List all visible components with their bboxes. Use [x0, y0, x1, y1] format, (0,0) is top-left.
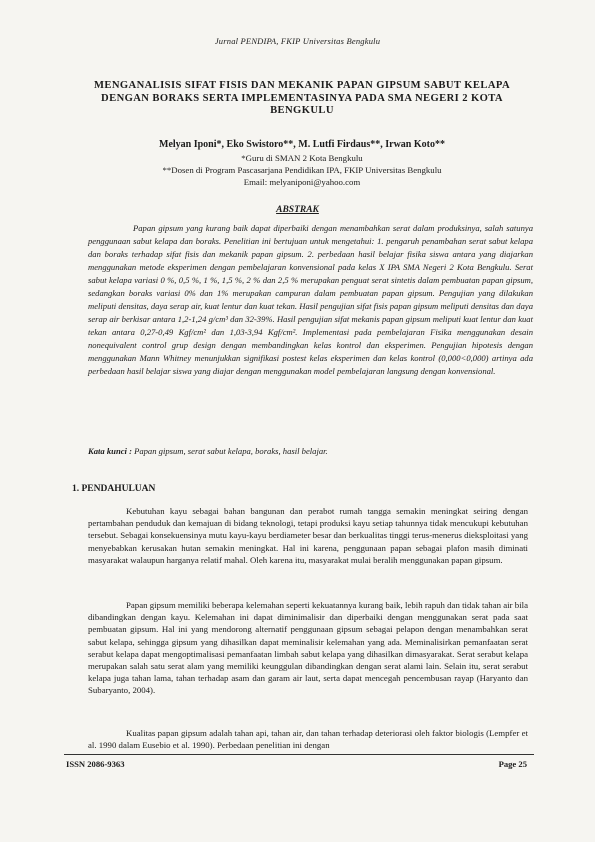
- abstract-text: Papan gipsum yang kurang baik dapat diperbaiki dengan menambahkan serat dalam produksinya, salah satunya penggunaan sabut kelapa dan boraks. Penelitian ini bertujuan untuk mengetahui: 1. pengaruh penambahan serat sabut kelapa dan boraks terhadap sifat fisis dan mekanik papan gipsum. 2. perbedaan hasil belajar fisika siswa antara yang diajarkan menggunakan metode eksperimen dengan pembelajaran konvensional pada kelas X IPA SMA Negeri 2 Kota Bengkulu. Serat sabut kelapa variasi 0 %, 0,5 %, 1 %, 1,5 %, 2 % dan 2,5 % merupakan penguat serat sintetis dalam pembuatan papan gipsum, sedangkan boraks variasi 0% dan 1% merupakan campuran dalam pembuatan papan gipsum. Pengujian yang dilakukan meliputi densitas, daya serap air, kuat lentur dan kuat tekan. Hasil pengujian sifat fisis papan gipsum meliputi densitas dan daya serap air berkisar antara 1,2-1,24 g/cm³ dan 32-39%. Hasil pengujian sifat mekanis papan gipsum meliputi kuat lentur dan kuat tekan antara 0,27-0,49 Kgf/cm² dan 1,03-3,94 Kgf/cm². Implementasi pada pembelajaran Fisika menggunakan desain nonequivalent control grup design dengan membandingkan kelas kontrol dan eksperimen. Pengujian hipotesis dengan menggunakan Mann Whitney menunjukkan signifikasi postest kelas eksperimen dan kelas kontrol (0,000<0,000) artinya ada perbedaan hasil belajar siswa yang diajar dengan menggunakan model pembelajaran langsung dengan konvensional.: [88, 223, 533, 376]
- abstract-heading: ABSTRAK: [276, 205, 319, 215]
- keywords-text: Papan gipsum, serat sabut kelapa, boraks, hasil belajar.: [131, 446, 328, 456]
- affiliation-lecturer: **Dosen di Program Pascasarjana Pendidikan IPA, FKIP Universitas Bengkulu: [162, 165, 442, 175]
- body-paragraph: Kualitas papan gipsum adalah tahan api, tahan air, dan tahan terhadap deteriorasi oleh faktor biologis (Lempfer et al. 1990 dalam Eusebio et al. 1990). Perbedaan penelitian ini dengan: [88, 728, 528, 751]
- body-paragraph: Kebutuhan kayu sebagai bahan bangunan dan perabot rumah tangga semakin meningkat seiring dengan pertambahan penduduk dan kemajuan di bidang teknologi, tetapi produksi kayu setiap tahunnya tidak mencukupi kebutuhan tersebut. Sebagai konsekuensinya mutu kayu-kayu berdiameter besar dan berkualitas tinggi terus-menerus dieksploitasi yang menyebabkan kerusakan hutan semakin meningkat. Hal ini karena, penggunaan papan sebagai plafon masih diminati masyarakat walaupun harganya relatif mahal. Oleh karena itu, masyarakat mulai beralih menggunakan papan gipsum.: [88, 506, 528, 565]
- author-list: Melyan Iponi*, Eko Swistoro**, M. Lutfi Firdaus**, Irwan Koto**: [159, 139, 445, 150]
- keywords-label: Kata kunci :: [88, 446, 132, 456]
- section-heading-introduction: 1. PENDAHULUAN: [72, 484, 156, 494]
- footer-rule: [64, 754, 534, 755]
- journal-header: Jurnal PENDIPA, FKIP Universitas Bengkulu: [214, 36, 381, 46]
- footer-page-number: Page 25: [498, 759, 527, 769]
- paper-title: MENGANALISIS SIFAT FISIS DAN MEKANIK PAPAN GIPSUM SABUT KELAPA DENGAN BORAKS SERTA IMPLEMENTASINYA PADA SMA NEGERI 2 KOTA BENGKULU: [93, 80, 511, 116]
- keywords: [88, 446, 533, 456]
- body-paragraph: Papan gipsum memiliki beberapa kelemahan seperti kekuatannya kurang baik, lebih rapuh dan tidak tahan air bila dibandingkan dengan kayu. Kelemahan ini dapat diminimalisir dan diperbaiki dengan menggunakan serat pada saat pembuatan gipsum. Hal ini yang mendorong alternatif penggunaan gipsum sebagai pelapon dengan menambahkan serat sabut kelapa, sehingga gipsum yang dihasilkan dapat meminalisir kelemahan yang ada. Meminalisirkan pemanfaatan serat serabut kelapa dapat mengoptimalisasi pemanfaatan limbah sabut kelapa yang dihasilkan dimasyarakat. Serat serabut kelapa merupakan salah satu serat alam yang memiliki keunggulan dibandingkan dengan serat alami lain. Selain itu, serat serabut kelapa juga tahan lama, tahan terhadap asam dan garam air laut, serta dapat mencegah pencembusan rayap (Haryanto dan Subaryanto, 2004).: [88, 600, 528, 696]
- footer-issn: ISSN 2086-9363: [66, 759, 125, 769]
- author-email: Email: melyaniponi@yahoo.com: [243, 177, 361, 187]
- affiliation-teacher: *Guru di SMAN 2 Kota Bengkulu: [241, 153, 363, 163]
